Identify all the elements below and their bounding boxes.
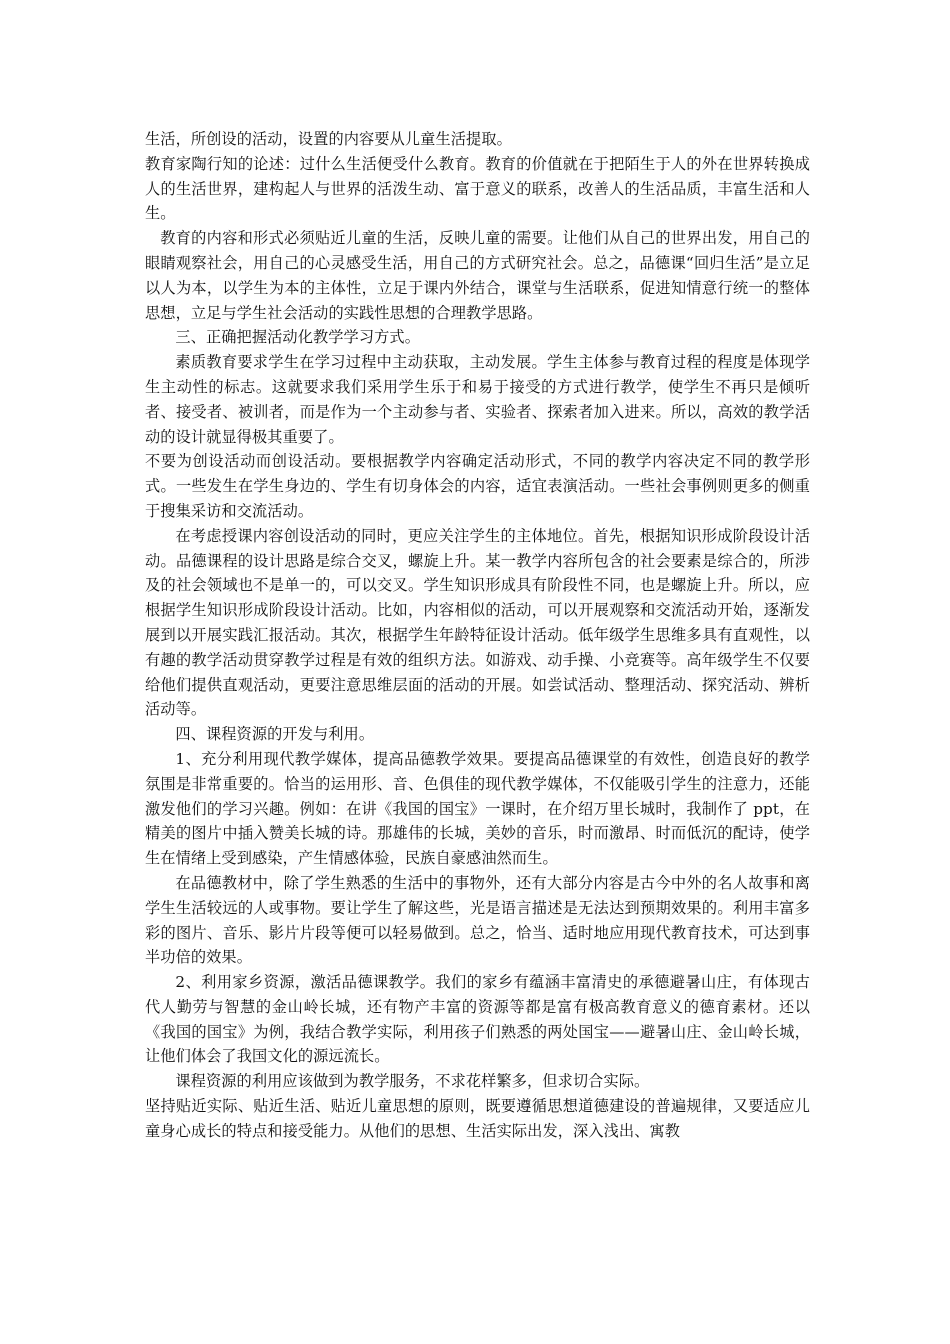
paragraph-11: 2、利用家乡资源，激活品德课教学。我们的家乡有蕴涵丰富清史的承德避暑山庄，有体现古代人勤劳与智慧的金山岭长城，还有物产丰富的资源等都是富有极高教育意义的德育素材。还以《我国的国宝》为例，我结合教学实际，利用孩子们熟悉的两处国宝——避暑山庄、金山岭长城，让他们体会了我国文化的源远流长。 [145, 973, 810, 1066]
paragraph-2: 教育家陶行知的论述：过什么生活便受什么教育。教育的价值就在于把陌生于人的外在世界转换成人的生活世界，建构起人与世界的活泼生动、富于意义的联系，改善人的生活品质，丰富生活和人生。 [145, 154, 810, 223]
paragraph-10: 在品德教材中，除了学生熟悉的生活中的事物外，还有大部分内容是古今中外的名人故事和离学生生活较远的人或事物。要让学生了解这些，光是语言描述是无法达到预期效果的。利用丰富多彩的图片、音乐、影片片段等便可以轻易做到。总之，恰当、适时地应用现代教育技术，可达到事半功倍的效果。 [145, 873, 810, 967]
paragraph-5: 素质教育要求学生在学习过程中主动获取，主动发展。学生主体参与教育过程的程度是体现学生主动性的标志。这就要求我们采用学生乐于和易于接受的方式进行教学，使学生不再只是倾听者、接受者、被训者，而是作为一个主动参与者、实验者、探索者加入进来。所以，高效的教学活动的设计就显得极其重要了。 [145, 353, 810, 446]
document-body [145, 127, 810, 1144]
paragraph-6: 不要为创设活动而创设活动。要根据教学内容确定活动形式，不同的教学内容决定不同的教学形式。一些发生在学生身边的、学生有切身体会的内容，适宜表演活动。一些社会事例则更多的侧重于搜集采访和交流活动。 [145, 452, 810, 520]
paragraph-9: 1、充分利用现代教学媒体，提高品德教学效果。要提高品德课堂的有效性，创造良好的教学氛围是非常重要的。恰当的运用形、音、色俱佳的现代教学媒体，不仅能吸引学生的注意力，还能激发他们的学习兴趣。例如：在讲《我国的国宝》一课时，在介绍万里长城时，我制作了 ppt，在精美的图片中插入赞美长城的诗。那雄伟的长城，美妙的音乐，时而激昂、时而低沉的配诗，使学生在情绪上受到感染，产生情感体验，民族自豪感油然而生。 [145, 749, 810, 868]
paragraph-3: 教育的内容和形式必须贴近儿童的生活，反映儿童的需要。让他们从自己的世界出发，用自己的眼睛观察社会，用自己的心灵感受生活，用自己的方式研究社会。总之，品德课“回归生活”是立足以人为本，以学生为本的主体性，立足于课内外结合，课堂与生活联系，促进知情意行统一的整体思想，立足与学生社会活动的实践性思想的合理教学思路。 [145, 229, 810, 322]
paragraph-1: 生活，所创设的活动，设置的内容要从儿童生活提取。 [145, 130, 512, 148]
paragraph-13: 坚持贴近实际、贴近生活、贴近儿童思想的原则，既要遵循思想道德建设的普遍规律，又要适应儿童身心成长的特点和接受能力。从他们的思想、生活实际出发，深入浅出、寓教 [145, 1097, 810, 1140]
section-heading-3: 三、正确把握活动化教学学习方式。 [175, 328, 420, 347]
section-heading-4: 四、课程资源的开发与利用。 [175, 725, 375, 744]
paragraph-7: 在考虑授课内容创设活动的同时，更应关注学生的主体地位。首先，根据知识形成阶段设计活动。品德课程的设计思路是综合交叉，螺旋上升。某一教学内容所包含的社会要素是综合的，所涉及的社会领域也不是单一的，可以交叉。学生知识形成具有阶段性不同，也是螺旋上升。所以，应根据学生知识形成阶段设计活动。比如，内容相似的活动，可以开展观察和交流活动开始，逐渐发展到以开展实践汇报活动。其次，根据学生年龄特征设计活动。低年级学生思维多具有直观性，以有趣的教学活动贯穿教学过程是有效的组织方法。如游戏、动手操、小竞赛等。高年级学生不仅要给他们提供直观活动，更要注意思维层面的活动的开展。如尝试活动、整理活动、探究活动、辨析活动等。 [145, 526, 810, 719]
paragraph-12: 课程资源的利用应该做到为教学服务，不求花样繁多，但求切合实际。 [175, 1072, 650, 1091]
